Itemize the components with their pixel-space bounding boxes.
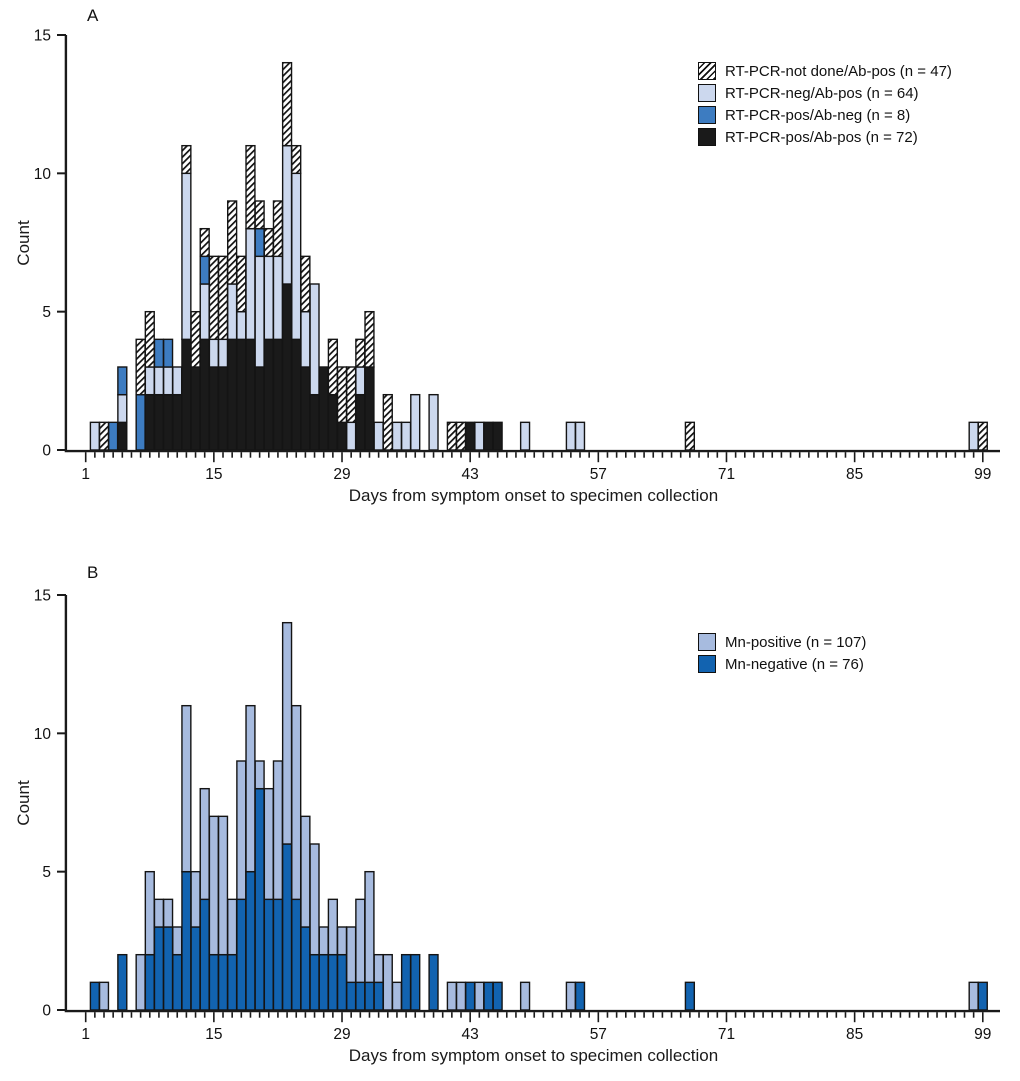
svg-text:85: 85	[846, 466, 864, 483]
legend-item	[698, 128, 952, 146]
svg-text:15: 15	[205, 1026, 223, 1043]
panel-a-label: A	[87, 6, 99, 25]
legend-swatch	[698, 633, 716, 651]
svg-text:29: 29	[333, 466, 351, 483]
svg-text:10: 10	[33, 725, 51, 743]
svg-text:5: 5	[42, 304, 51, 322]
svg-text:10: 10	[33, 165, 51, 183]
legend-swatch	[698, 84, 716, 102]
svg-text:99: 99	[974, 1026, 992, 1043]
panel-a-x-axis-title: Days from symptom onset to specimen collection	[348, 486, 719, 505]
panel-b-x-axis-title: Days from symptom onset to specimen collection	[348, 1046, 719, 1065]
svg-text:85: 85	[846, 1026, 864, 1043]
svg-text:15: 15	[33, 587, 51, 605]
svg-text:15: 15	[33, 27, 51, 45]
legend-label: Mn-positive (n = 107)	[725, 633, 867, 651]
panel-b-label: B	[87, 563, 99, 582]
legend-item	[698, 84, 952, 102]
svg-text:71: 71	[717, 1026, 736, 1043]
legend-swatch	[698, 128, 716, 146]
legend-label: RT-PCR-not done/Ab-pos (n = 47)	[725, 62, 952, 80]
legend-label: RT-PCR-pos/Ab-neg (n = 8)	[725, 106, 911, 124]
panel-a-y-axis-title: Count	[14, 220, 33, 266]
svg-text:57: 57	[589, 1026, 607, 1043]
svg-text:5: 5	[42, 864, 51, 882]
svg-text:57: 57	[589, 466, 607, 483]
svg-text:29: 29	[333, 1026, 351, 1043]
svg-text:71: 71	[717, 466, 736, 483]
svg-text:0: 0	[42, 1002, 51, 1020]
svg-text:15: 15	[205, 466, 223, 483]
legend-item	[698, 655, 866, 673]
svg-text:0: 0	[42, 442, 51, 460]
legend-label: RT-PCR-pos/Ab-pos (n = 72)	[725, 128, 918, 146]
panel-a-legend	[698, 62, 952, 150]
legend-item	[698, 62, 952, 80]
panel-b-legend	[698, 633, 866, 677]
legend-label: Mn-negative (n = 76)	[725, 655, 864, 673]
svg-text:99: 99	[974, 466, 992, 483]
legend-swatch	[698, 655, 716, 673]
legend-swatch	[698, 62, 716, 80]
legend-item	[698, 633, 866, 651]
legend-swatch	[698, 106, 716, 124]
svg-text:1: 1	[81, 1026, 91, 1043]
svg-text:43: 43	[461, 1026, 479, 1043]
legend-item	[698, 106, 952, 124]
legend-label: RT-PCR-neg/Ab-pos (n = 64)	[725, 84, 919, 102]
panel-b-y-axis-title: Count	[14, 780, 33, 826]
svg-text:43: 43	[461, 466, 479, 483]
svg-text:1: 1	[81, 466, 91, 483]
